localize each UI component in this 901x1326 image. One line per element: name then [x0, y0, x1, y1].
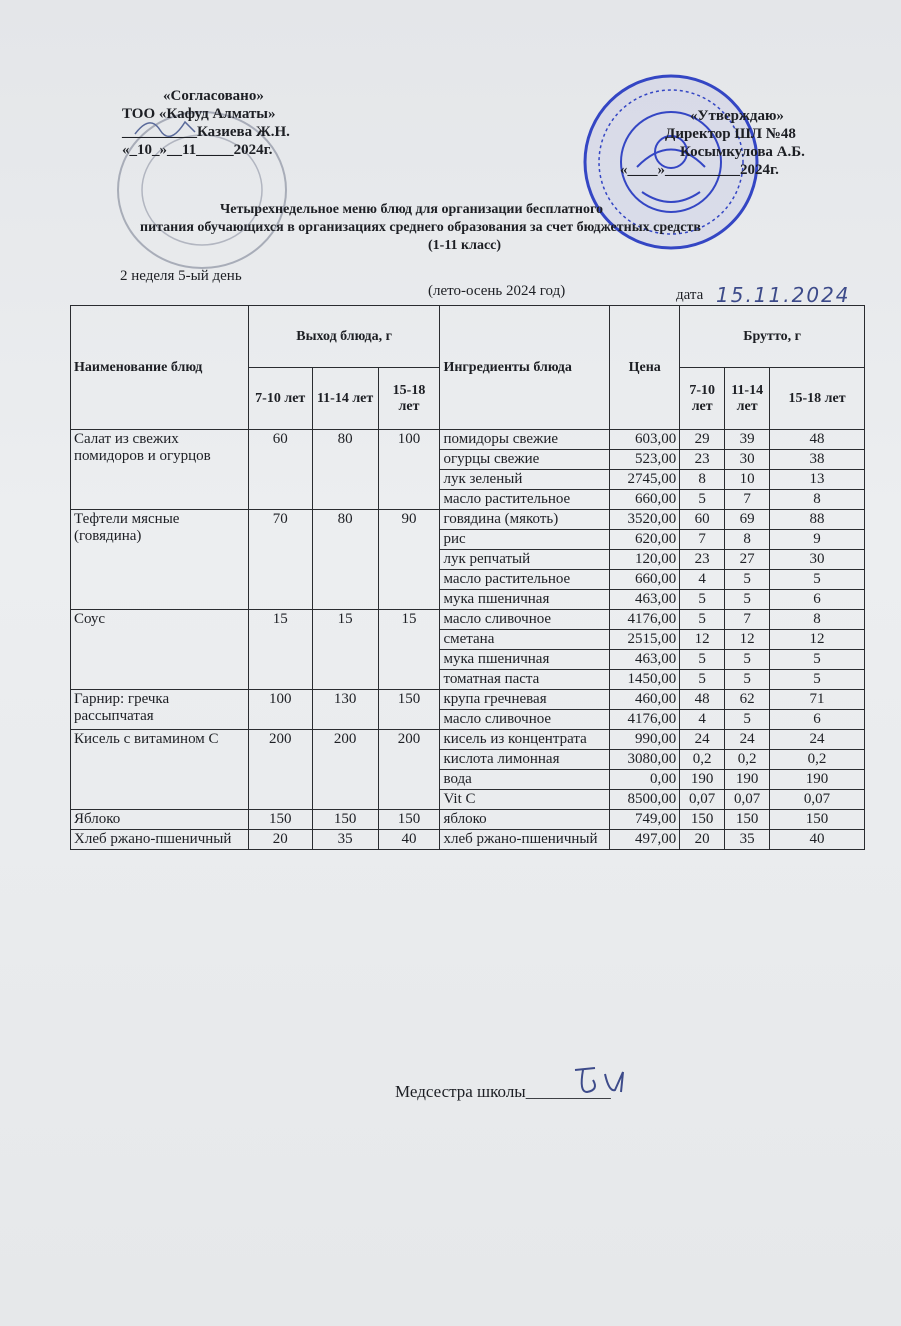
ingredient-name: хлеб ржано-пшеничный: [440, 830, 610, 850]
header-brutto-age-15-18: 15-18 лет: [770, 368, 865, 430]
dish-name: Соус: [71, 610, 249, 690]
yield-15-18: 100: [378, 430, 440, 510]
ingredient-price: 463,00: [610, 590, 680, 610]
brutto-11-14: 10: [725, 470, 770, 490]
brutto-11-14: 150: [725, 810, 770, 830]
brutto-7-10: 190: [680, 770, 725, 790]
yield-15-18: 40: [378, 830, 440, 850]
ingredient-price: 603,00: [610, 430, 680, 450]
brutto-15-18: 190: [770, 770, 865, 790]
ingredient-name: Vit C: [440, 790, 610, 810]
dish-name: Салат из свежих помидоров и огурцов: [71, 430, 249, 510]
brutto-7-10: 5: [680, 610, 725, 630]
brutto-15-18: 48: [770, 430, 865, 450]
table-row: [71, 830, 865, 850]
brutto-15-18: 38: [770, 450, 865, 470]
dish-name: Гарнир: гречка рассыпчатая: [71, 690, 249, 730]
ingredient-name: мука пшеничная: [440, 590, 610, 610]
ingredient-price: 749,00: [610, 810, 680, 830]
yield-11-14: 80: [312, 430, 378, 510]
brutto-7-10: 5: [680, 650, 725, 670]
brutto-15-18: 71: [770, 690, 865, 710]
brutto-7-10: 4: [680, 710, 725, 730]
brutto-7-10: 8: [680, 470, 725, 490]
brutto-7-10: 150: [680, 810, 725, 830]
yield-7-10: 15: [248, 610, 312, 690]
brutto-15-18: 5: [770, 650, 865, 670]
approval-left-company: ТОО «Кафуд Алматы»: [122, 106, 276, 122]
ingredient-price: 523,00: [610, 450, 680, 470]
brutto-11-14: 5: [725, 650, 770, 670]
signature-left: [130, 112, 200, 142]
yield-15-18: 200: [378, 730, 440, 810]
brutto-15-18: 30: [770, 550, 865, 570]
yield-11-14: 200: [312, 730, 378, 810]
ingredient-name: кисель из концентрата: [440, 730, 610, 750]
ingredient-price: 990,00: [610, 730, 680, 750]
brutto-15-18: 88: [770, 510, 865, 530]
nurse-signature-label: Медсестра школы__________: [395, 1082, 611, 1101]
season: (лето-осень 2024 год): [428, 283, 566, 299]
ingredient-name: яблоко: [440, 810, 610, 830]
brutto-7-10: 5: [680, 670, 725, 690]
yield-7-10: 200: [248, 730, 312, 810]
week-day: 2 неделя 5-ый день: [120, 268, 242, 284]
brutto-15-18: 9: [770, 530, 865, 550]
dish-name: Хлеб ржано-пшеничный: [71, 830, 249, 850]
yield-15-18: 15: [378, 610, 440, 690]
brutto-15-18: 8: [770, 610, 865, 630]
ingredient-price: 1450,00: [610, 670, 680, 690]
brutto-7-10: 60: [680, 510, 725, 530]
brutto-7-10: 12: [680, 630, 725, 650]
approval-left-name: __________Казиева Ж.Н.: [122, 124, 290, 140]
brutto-11-14: 5: [725, 710, 770, 730]
brutto-7-10: 23: [680, 450, 725, 470]
header-yield: Выход блюда, г: [248, 306, 440, 368]
ingredient-name: масло растительное: [440, 570, 610, 590]
brutto-7-10: 7: [680, 530, 725, 550]
ingredient-name: вода: [440, 770, 610, 790]
yield-11-14: 80: [312, 510, 378, 610]
brutto-15-18: 40: [770, 830, 865, 850]
menu-table-body: [71, 430, 865, 850]
ingredient-name: томатная паста: [440, 670, 610, 690]
ingredient-name: крупа гречневая: [440, 690, 610, 710]
table-row: [71, 610, 865, 630]
brutto-11-14: 62: [725, 690, 770, 710]
brutto-11-14: 12: [725, 630, 770, 650]
header-yield-age-11-14: 11-14 лет: [312, 368, 378, 430]
header-dish-name: Наименование блюд: [71, 306, 249, 430]
brutto-15-18: 5: [770, 570, 865, 590]
brutto-15-18: 24: [770, 730, 865, 750]
yield-11-14: 35: [312, 830, 378, 850]
header-brutto: Брутто, г: [680, 306, 865, 368]
yield-15-18: 90: [378, 510, 440, 610]
yield-15-18: 150: [378, 810, 440, 830]
ingredient-price: 3080,00: [610, 750, 680, 770]
yield-15-18: 150: [378, 690, 440, 730]
ingredient-name: огурцы свежие: [440, 450, 610, 470]
date-value: 15.11.2024: [716, 283, 851, 307]
ingredient-name: кислота лимонная: [440, 750, 610, 770]
approval-right-date: «____»__________2024г.: [620, 162, 779, 178]
ingredient-price: 4176,00: [610, 610, 680, 630]
ingredient-price: 4176,00: [610, 710, 680, 730]
brutto-7-10: 0,07: [680, 790, 725, 810]
brutto-11-14: 7: [725, 490, 770, 510]
table-row: [71, 430, 865, 450]
ingredient-price: 8500,00: [610, 790, 680, 810]
brutto-15-18: 0,07: [770, 790, 865, 810]
brutto-7-10: 23: [680, 550, 725, 570]
ingredient-price: 120,00: [610, 550, 680, 570]
table-row: [71, 810, 865, 830]
title-line-3: (1-11 класс): [428, 238, 502, 253]
brutto-15-18: 12: [770, 630, 865, 650]
dish-name: Тефтели мясные (говядина): [71, 510, 249, 610]
dish-name: Кисель с витамином С: [71, 730, 249, 810]
brutto-15-18: 5: [770, 670, 865, 690]
ingredient-name: рис: [440, 530, 610, 550]
ingredient-price: 2745,00: [610, 470, 680, 490]
header-yield-age-7-10: 7-10 лет: [248, 368, 312, 430]
table-row: [71, 690, 865, 710]
brutto-11-14: 190: [725, 770, 770, 790]
ingredient-price: 460,00: [610, 690, 680, 710]
brutto-11-14: 5: [725, 670, 770, 690]
approval-right-title: Директор ШЛ №48: [665, 126, 796, 142]
ingredient-name: сметана: [440, 630, 610, 650]
brutto-7-10: 4: [680, 570, 725, 590]
brutto-15-18: 8: [770, 490, 865, 510]
ingredient-name: мука пшеничная: [440, 650, 610, 670]
brutto-15-18: 13: [770, 470, 865, 490]
brutto-7-10: 20: [680, 830, 725, 850]
ingredient-name: помидоры свежие: [440, 430, 610, 450]
brutto-11-14: 35: [725, 830, 770, 850]
brutto-15-18: 0,2: [770, 750, 865, 770]
title-line-1: Четырехнедельное меню блюд для организации бесплатного: [220, 202, 603, 217]
ingredient-name: говядина (мякоть): [440, 510, 610, 530]
yield-11-14: 15: [312, 610, 378, 690]
brutto-15-18: 6: [770, 590, 865, 610]
brutto-15-18: 150: [770, 810, 865, 830]
ingredient-name: лук зеленый: [440, 470, 610, 490]
ingredient-price: 497,00: [610, 830, 680, 850]
brutto-11-14: 27: [725, 550, 770, 570]
yield-7-10: 20: [248, 830, 312, 850]
brutto-15-18: 6: [770, 710, 865, 730]
brutto-11-14: 0,2: [725, 750, 770, 770]
header-price: Цена: [610, 306, 680, 430]
yield-11-14: 130: [312, 690, 378, 730]
yield-7-10: 70: [248, 510, 312, 610]
ingredient-price: 660,00: [610, 490, 680, 510]
brutto-11-14: 5: [725, 590, 770, 610]
header-brutto-age-11-14: 11-14 лет: [725, 368, 770, 430]
yield-7-10: 100: [248, 690, 312, 730]
header-ingredients: Ингредиенты блюда: [440, 306, 610, 430]
brutto-11-14: 39: [725, 430, 770, 450]
brutto-11-14: 0,07: [725, 790, 770, 810]
ingredient-name: масло растительное: [440, 490, 610, 510]
ingredient-price: 0,00: [610, 770, 680, 790]
ingredient-name: масло сливочное: [440, 610, 610, 630]
brutto-11-14: 69: [725, 510, 770, 530]
brutto-7-10: 29: [680, 430, 725, 450]
ingredient-name: масло сливочное: [440, 710, 610, 730]
brutto-7-10: 48: [680, 690, 725, 710]
brutto-7-10: 0,2: [680, 750, 725, 770]
approval-left-date: «_10_»__11_____2024г.: [122, 142, 273, 158]
header-brutto-age-7-10: 7-10 лет: [680, 368, 725, 430]
header-yield-age-15-18: 15-18 лет: [378, 368, 440, 430]
approval-left-heading: «Согласовано»: [163, 88, 264, 104]
brutto-11-14: 8: [725, 530, 770, 550]
yield-11-14: 150: [312, 810, 378, 830]
table-row: [71, 510, 865, 530]
signature-nurse: [565, 1062, 645, 1102]
brutto-7-10: 5: [680, 590, 725, 610]
brutto-11-14: 24: [725, 730, 770, 750]
table-row: [71, 730, 865, 750]
approval-right-heading: «Утверждаю»: [690, 108, 784, 124]
date-label: дата: [676, 287, 704, 303]
ingredient-price: 463,00: [610, 650, 680, 670]
ingredient-price: 2515,00: [610, 630, 680, 650]
brutto-11-14: 30: [725, 450, 770, 470]
yield-7-10: 60: [248, 430, 312, 510]
brutto-11-14: 5: [725, 570, 770, 590]
ingredient-price: 620,00: [610, 530, 680, 550]
ingredient-price: 3520,00: [610, 510, 680, 530]
ingredient-name: лук репчатый: [440, 550, 610, 570]
menu-table: [70, 305, 865, 850]
brutto-11-14: 7: [725, 610, 770, 630]
title-line-2: питания обучающихся в организациях среднего образования за счет бюджетных средств: [140, 220, 701, 235]
yield-7-10: 150: [248, 810, 312, 830]
dish-name: Яблоко: [71, 810, 249, 830]
brutto-7-10: 24: [680, 730, 725, 750]
ingredient-price: 660,00: [610, 570, 680, 590]
brutto-7-10: 5: [680, 490, 725, 510]
approval-right-name: Косымкулова А.Б.: [680, 144, 805, 160]
